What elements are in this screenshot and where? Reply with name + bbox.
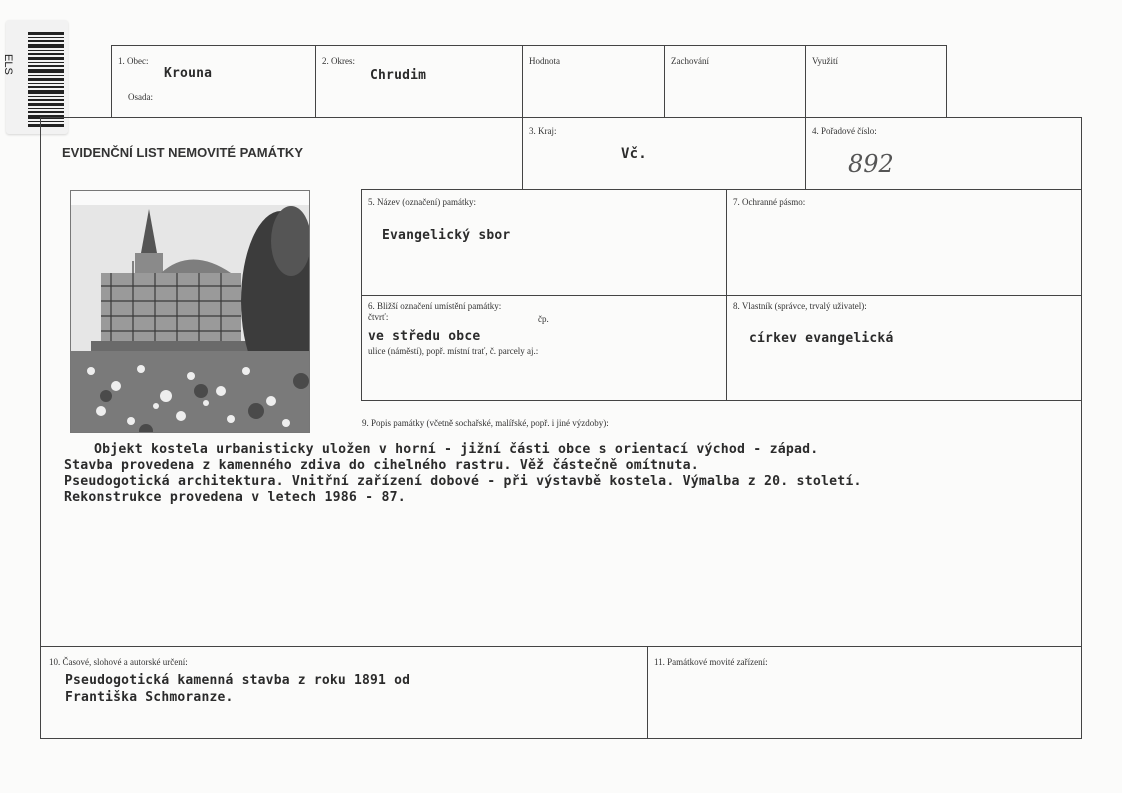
okres-box <box>315 45 523 118</box>
cp-label: čp. <box>538 314 549 324</box>
monument-photo <box>70 190 310 433</box>
barcode-code: ELS <box>2 54 14 75</box>
kraj-box <box>522 117 806 190</box>
zachovani-box <box>664 45 806 118</box>
ulice-label: ulice (náměstí), popř. místní trať, č. parcely aj.: <box>368 346 539 356</box>
osada-label: Osada: <box>128 92 153 102</box>
kraj-value: Vč. <box>621 146 647 162</box>
nazev-value: Evangelický sbor <box>382 228 511 243</box>
urceni-line: Františka Schmoranze. <box>65 690 234 705</box>
popis-line: Objekt kostela urbanisticky uložen v horní - jižní části obce s orientací východ - západ. <box>94 442 819 457</box>
zarizeni-box <box>647 646 1082 739</box>
church-photo-image <box>71 191 310 433</box>
okres-label: 2. Okres: <box>322 56 355 66</box>
hodnota-box <box>522 45 665 118</box>
popis-label: 9. Popis památky (včetně sochařské, malířské, popř. i jiné výzdoby): <box>362 418 609 428</box>
popis-line: Pseudogotická architektura. Vnitřní zařízení dobové - při výstavbě kostela. Výmalba z 20. století. <box>64 474 862 489</box>
hodnota-label: Hodnota <box>529 56 560 66</box>
obec-label: 1. Obec: <box>118 56 149 66</box>
vlastnik-box <box>726 295 1082 401</box>
popis-line: Stavba provedena z kamenného zdiva do cihelného rastru. Věž částečně omítnuta. <box>64 458 699 473</box>
popis-line: Rekonstrukce provedena v letech 1986 - 87. <box>64 490 406 505</box>
poradove-box <box>805 117 1082 190</box>
ctvrt-label: čtvrť: <box>368 312 389 322</box>
poradove-value: 892 <box>848 150 894 178</box>
urceni-line: Pseudogotická kamenná stavba z roku 1891 od <box>65 673 411 688</box>
ochranne-pasmo-box <box>726 189 1082 296</box>
obec-value: Krouna <box>164 66 213 81</box>
popis-text <box>64 442 1074 506</box>
umisteni-value: ve středu obce <box>368 329 481 344</box>
zachovani-label: Zachování <box>671 56 709 66</box>
nazev-box <box>361 189 727 296</box>
zarizeni-label: 11. Památkové movité zařízení: <box>654 657 768 667</box>
vlastnik-value: církev evangelická <box>749 331 894 346</box>
umisteni-box <box>361 295 727 401</box>
vlastnik-label: 8. Vlastník (správce, trvalý uživatel): <box>733 301 867 311</box>
barcode-image <box>28 32 64 128</box>
urceni-box <box>40 646 648 739</box>
obec-box <box>111 45 316 118</box>
vyuziti-box <box>805 45 947 118</box>
kraj-label: 3. Kraj: <box>529 126 557 136</box>
poradove-label: 4. Pořadové číslo: <box>812 126 877 136</box>
form-title: EVIDENČNÍ LIST NEMOVITÉ PAMÁTKY <box>62 145 303 160</box>
urceni-label: 10. Časové, slohové a autorské určení: <box>49 657 188 667</box>
okres-value: Chrudim <box>370 68 427 83</box>
umisteni-label: 6. Bližší označení umístění památky: <box>368 301 502 311</box>
nazev-label: 5. Název (označení) památky: <box>368 197 476 207</box>
ochranne-pasmo-label: 7. Ochranné pásmo: <box>733 197 806 207</box>
vyuziti-label: Využití <box>812 56 838 66</box>
